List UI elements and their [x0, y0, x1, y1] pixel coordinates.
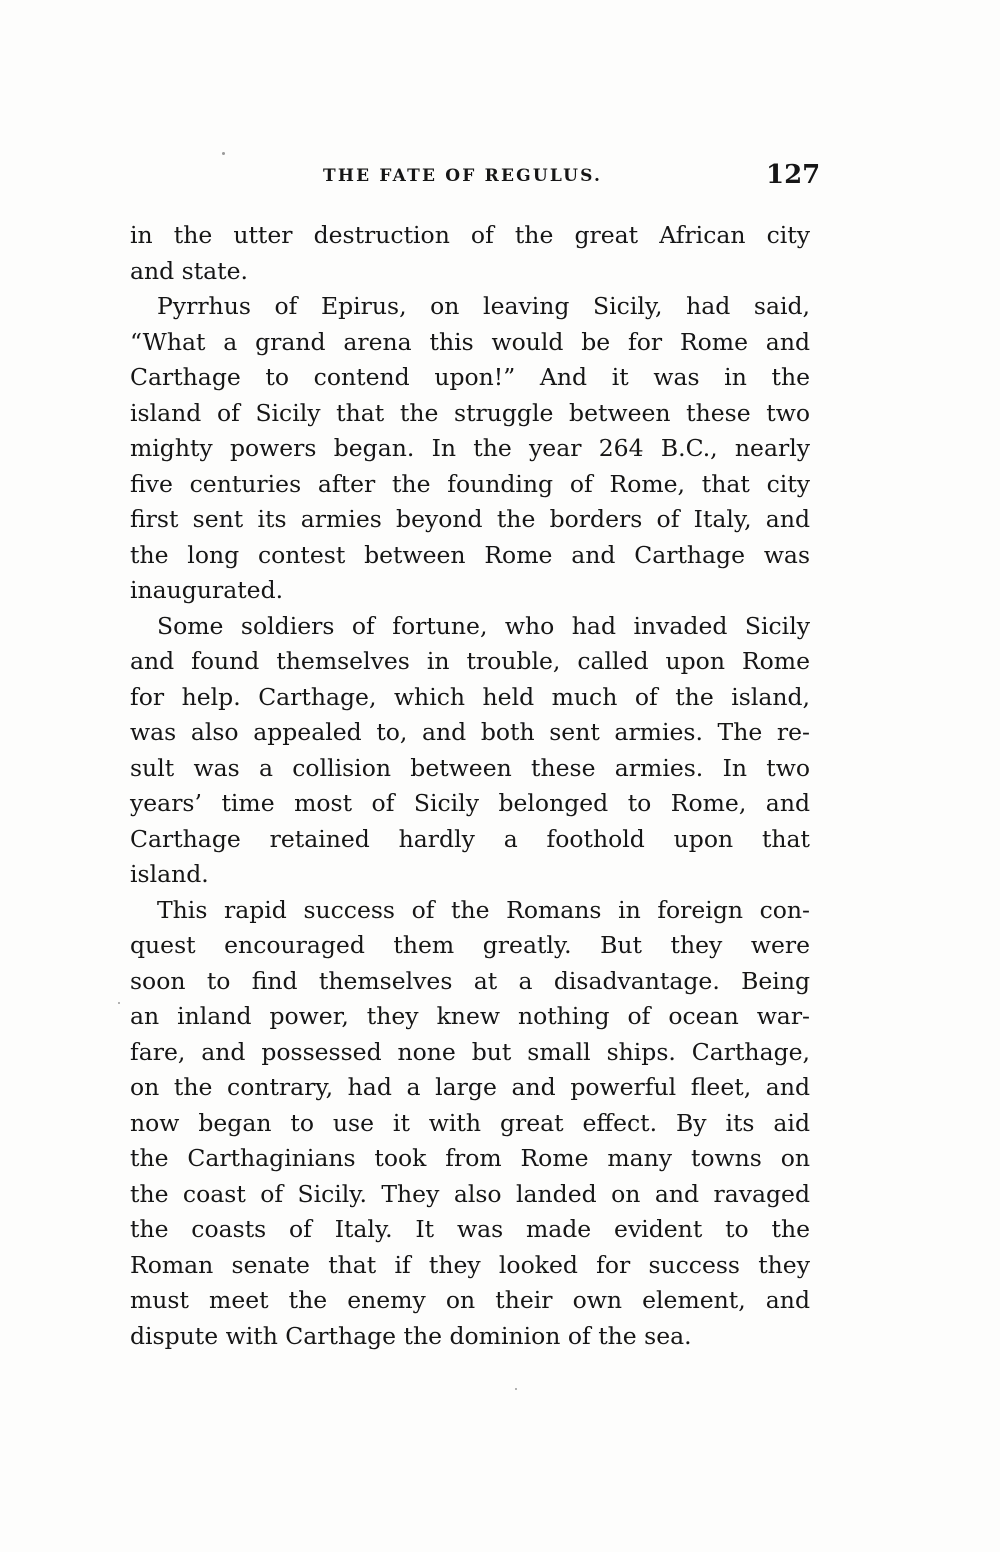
text-line: years’ time most of Sicily belonged to Rome, and [130, 789, 810, 817]
text-line: Carthage to contend upon!” And it was in the [130, 363, 810, 391]
text-line: the coast of Sicily. They also landed on and ravaged [130, 1179, 810, 1208]
paper-speck [222, 152, 225, 155]
page-number: 127 [766, 160, 821, 190]
text-line: Some soldiers of fortune, who had invaded Sicily [157, 611, 810, 640]
text-line: now began to use it with great effect. By its aid [130, 1108, 810, 1137]
text-line: on the contrary, had a large and powerful fleet, and [130, 1073, 810, 1101]
text-line: for help. Carthage, which held much of the island, [130, 682, 810, 711]
text-line: must meet the enemy on their own element, and [130, 1286, 810, 1314]
text-line: dispute with Carthage the dominion of the sea. [130, 1321, 692, 1350]
paper-speck [118, 1002, 120, 1004]
text-line: five centuries after the founding of Rome, that city [130, 469, 810, 498]
text-line: This rapid success of the Romans in foreign con- [157, 895, 810, 924]
text-line: the coasts of Italy. It was made evident to the [130, 1215, 810, 1243]
running-title: THE FATE OF REGULUS. [323, 166, 603, 186]
text-line: soon to find themselves at a disadvantage. Being [130, 966, 810, 995]
text-line: and state. [130, 256, 248, 285]
text-line: island. [130, 860, 209, 888]
text-line: quest encouraged them greatly. But they were [130, 931, 810, 959]
text-line: fare, and possessed none but small ships. Carthage, [130, 1037, 810, 1066]
text-line: first sent its armies beyond the borders of Italy, and [130, 505, 810, 533]
body-text [130, 218, 810, 1354]
text-line: the long contest between Rome and Carthage was [130, 540, 810, 569]
text-line: was also appealed to, and both sent armies. The re- [130, 718, 810, 746]
text-line: “What a grand arena this would be for Rome and [130, 327, 810, 356]
text-line: inaugurated. [130, 576, 284, 604]
text-line: in the utter destruction of the great African city [130, 221, 810, 249]
text-line: Roman senate that if they looked for success they [130, 1250, 810, 1279]
text-line: an inland power, they knew nothing of ocean war- [130, 1002, 810, 1030]
text-line: mighty powers began. In the year 264 B.C., nearly [130, 434, 810, 462]
paper-speck [515, 1388, 517, 1390]
text-line: island of Sicily that the struggle between these two [130, 398, 810, 427]
text-line: and found themselves in trouble, called upon Rome [130, 647, 810, 675]
text-line: sult was a collision between these armies. In two [130, 753, 810, 782]
text-line: Pyrrhus of Epirus, on leaving Sicily, had said, [157, 292, 810, 320]
running-header [0, 160, 1000, 196]
text-line: the Carthaginians took from Rome many towns on [130, 1144, 810, 1172]
text-line: Carthage retained hardly a foothold upon that [130, 824, 810, 853]
